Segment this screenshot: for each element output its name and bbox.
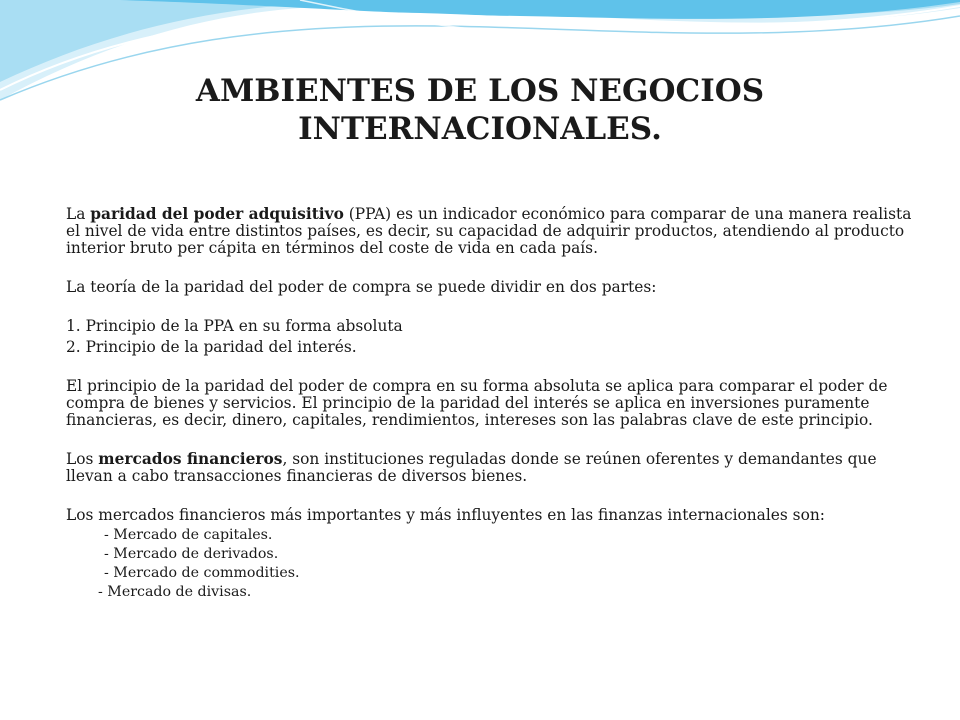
para4-rest: , son instituciones reguladas donde se reúnen oferentes y demandantes que llevan a cabo transacciones financieras de diversos bienes.	[66, 450, 877, 485]
ppa-term: paridad del poder adquisitivo	[90, 205, 344, 223]
slide-title: AMBIENTES DE LOS NEGOCIOS INTERNACIONALES.	[195, 73, 765, 147]
para1-intro: La	[66, 205, 91, 223]
market-item: - Mercado de commodities.	[104, 565, 300, 581]
market-item: - Mercado de derivados.	[104, 546, 279, 562]
ppa-theory-paragraph: La teoría de la paridad del poder de compra se puede dividir en dos partes:	[66, 278, 657, 296]
para1-rest: (PPA) es un indicador económico para comparar de una manera realista el nivel de vida entre distintos países, es decir, su capacidad de adquirir productos, atendiendo al producto interior bruto per cápita en términos del coste de vida en cada país.	[66, 205, 912, 257]
para4-intro: Los	[66, 450, 99, 468]
financial-markets-term: mercados financieros	[98, 450, 283, 468]
slide-body	[66, 206, 916, 602]
principle-item-1: 1. Principio de la PPA en su forma absoluta	[66, 317, 403, 335]
ppa-definition-paragraph	[66, 206, 916, 257]
important-markets-paragraph: Los mercados financieros más importantes y más influyentes en las finanzas internacionales son:	[66, 506, 825, 524]
principle-explanation-paragraph: El principio de la paridad del poder de compra en su forma absoluta se aplica para comparar el poder de compra de bienes y servicios. El principio de la paridad del interés se aplica en inversiones puramente financieras, es decir, dinero, capitales, rendimientos, intereses son las palabras clave de este principio.	[66, 377, 888, 429]
market-item: - Mercado de divisas.	[98, 584, 252, 600]
financial-markets-paragraph	[66, 451, 916, 485]
market-item: - Mercado de capitales.	[104, 527, 273, 543]
principle-item-2: 2. Principio de la paridad del interés.	[66, 338, 357, 356]
